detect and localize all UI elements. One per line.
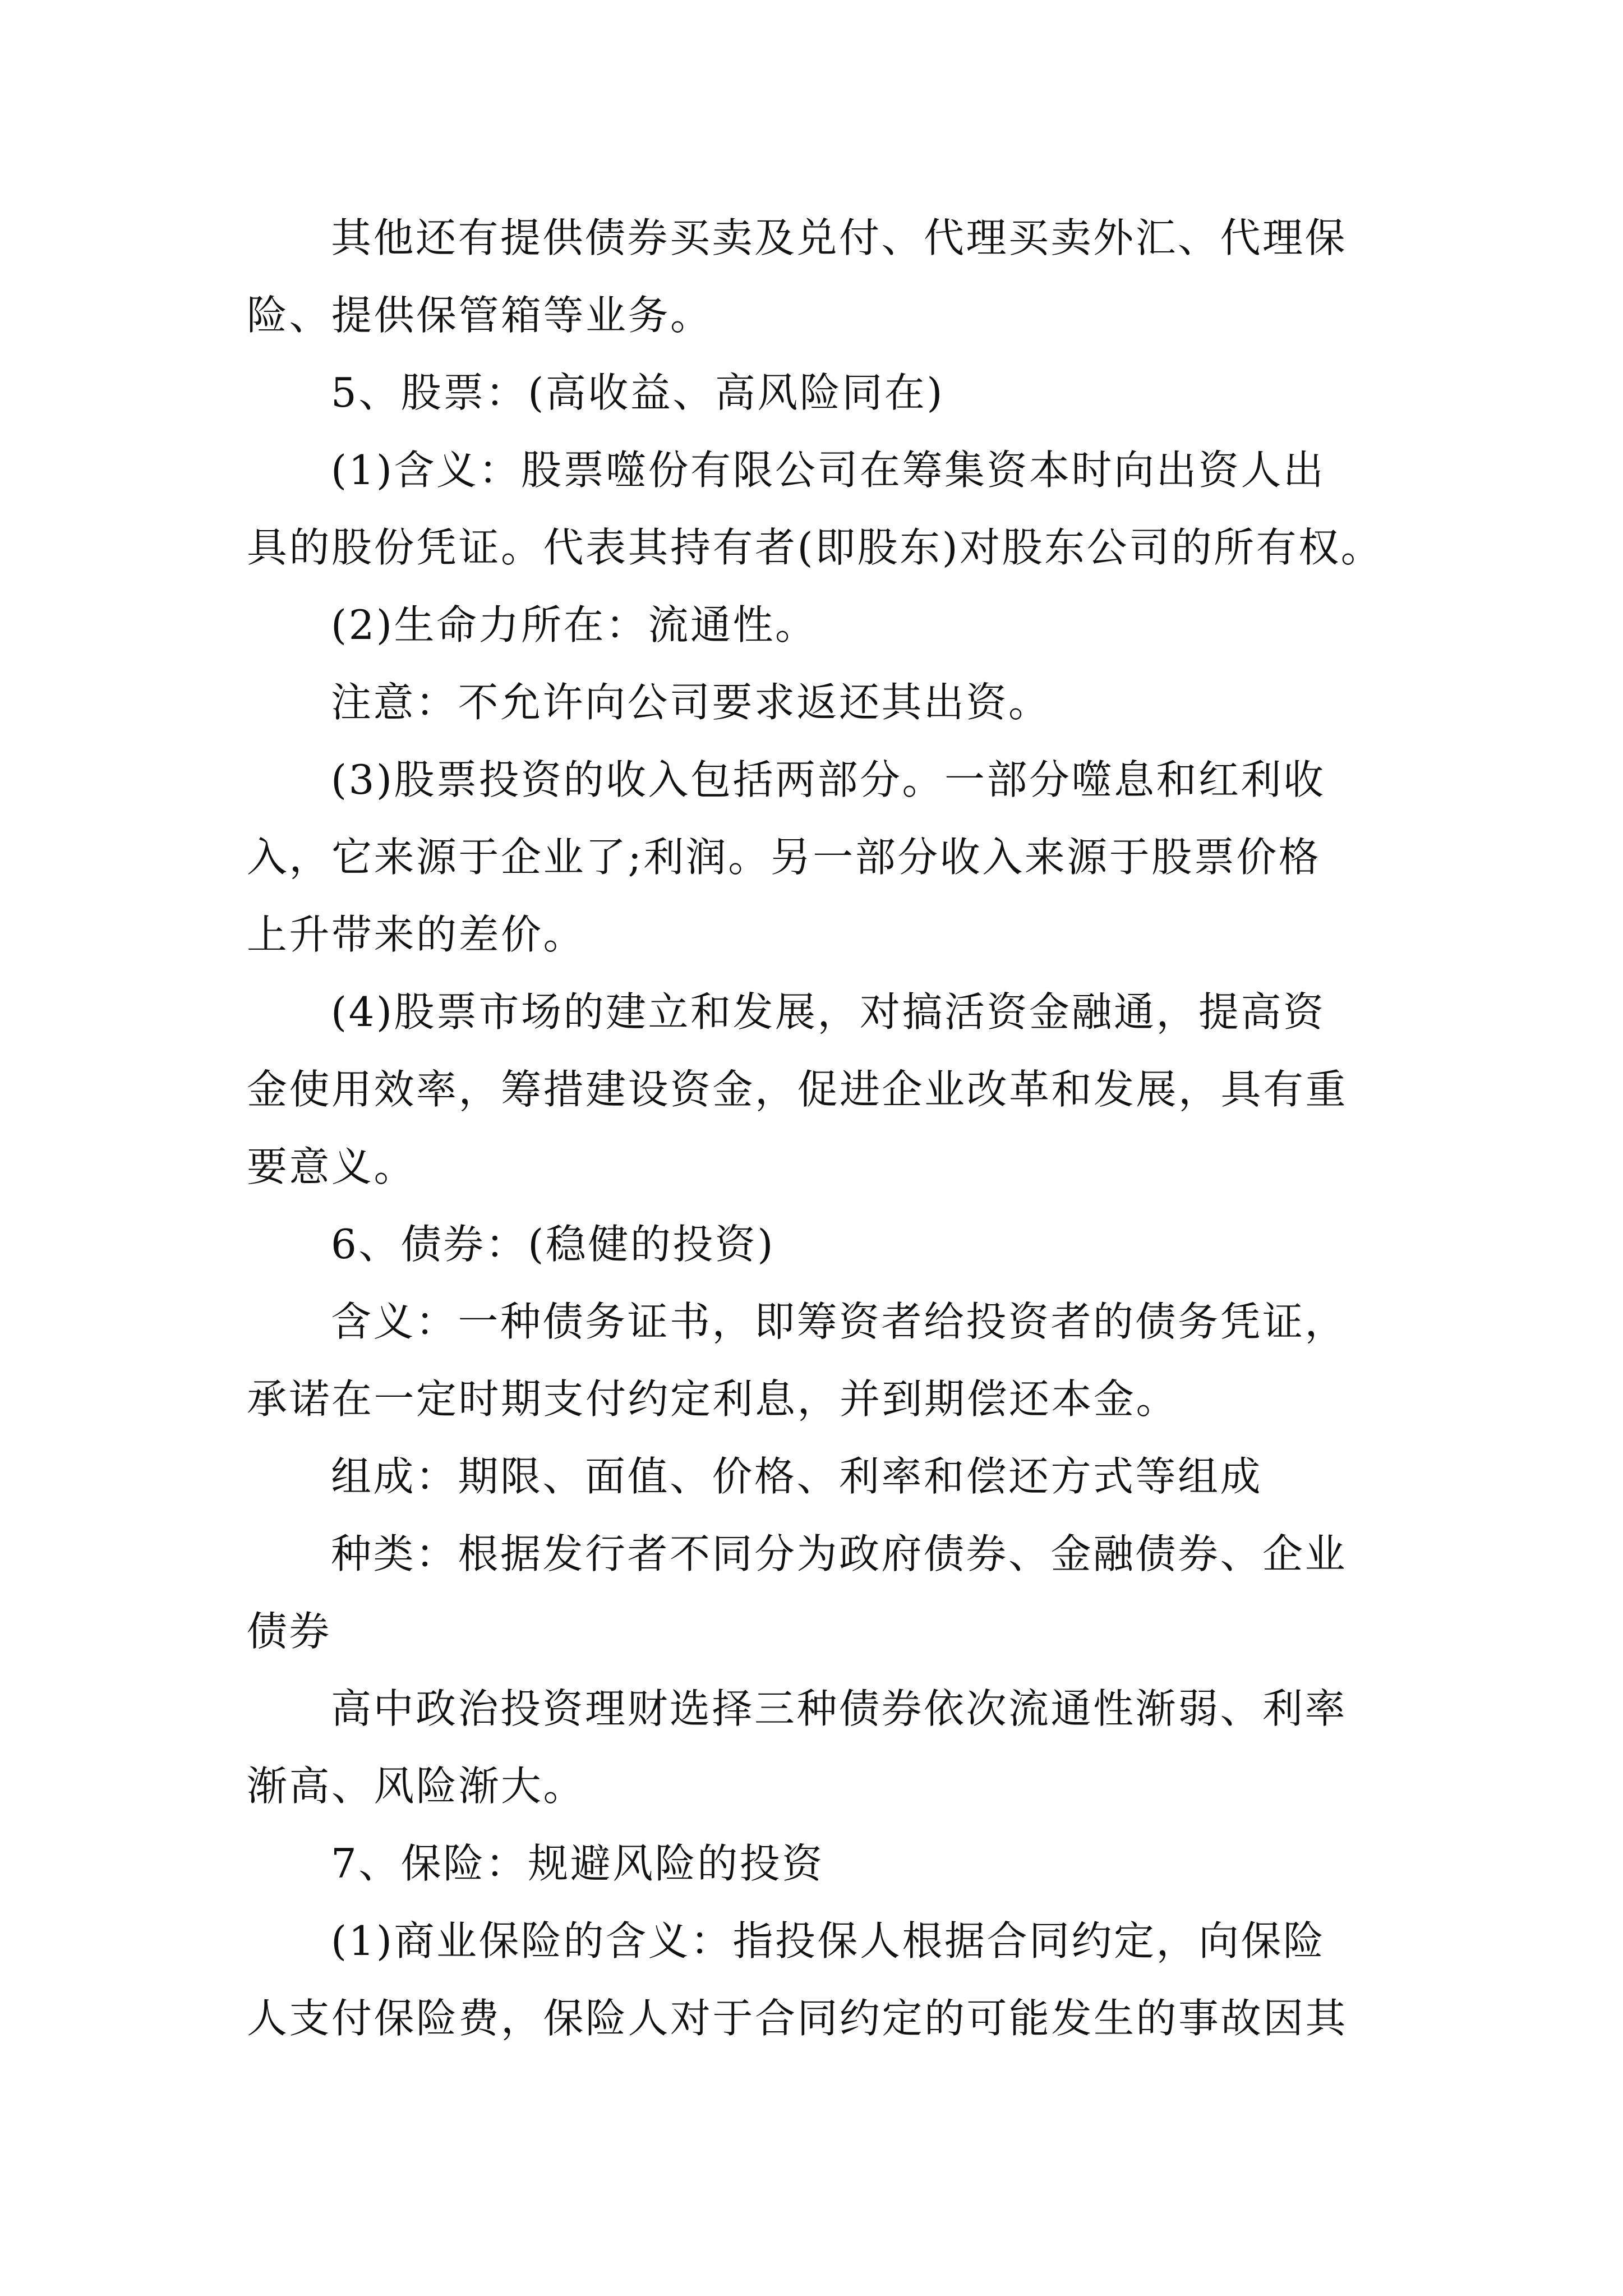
paragraph-line: 高中政治投资理财选择三种债券依次流通性渐弱、利率 [331,1685,1348,1732]
paragraph-line: (4)股票市场的建立和发展，对搞活资金融通，提高资 [331,988,1326,1036]
paragraph-line: (1)商业保险的含义：指投保人根据合同约定，向保险 [331,1917,1326,1964]
paragraph-line: 债券 [247,1608,332,1655]
section-heading: 7、保险：规避风险的投资 [331,1840,824,1887]
paragraph-line: 具的股份凭证。代表其持有者(即股东)对股东公司的所有权。 [247,524,1384,571]
paragraph-line: 险、提供保管箱等业务。 [247,292,713,339]
paragraph-line: 上升带来的差价。 [247,911,586,958]
paragraph-line: 入，它来源于企业了;利润。另一部分收入来源于股票价格 [247,834,1321,881]
paragraph-line: 承诺在一定时期支付约定利息，并到期偿还本金。 [247,1375,1179,1423]
section-heading: 5、股票：(高收益、高风险同在) [331,369,944,416]
paragraph-line: 含义：一种债务证书，即筹资者给投资者的债务凭证， [331,1298,1348,1345]
paragraph-line: (2)生命力所在：流通性。 [331,601,818,648]
paragraph-line: 其他还有提供债券买卖及兑付、代理买卖外汇、代理保 [331,214,1348,261]
paragraph-line: (3)股票投资的收入包括两部分。一部分噬息和红利收 [331,756,1326,803]
document-body [247,199,1385,2057]
paragraph-line: 要意义。 [247,1143,417,1190]
paragraph-line: (1)含义：股票噬份有限公司在筹集资本时向出资人出 [331,447,1326,494]
paragraph-line: 渐高、风险渐大。 [247,1763,586,1810]
paragraph-line: 种类：根据发行者不同分为政府债券、金融债券、企业 [331,1530,1348,1577]
paragraph-line: 人支付保险费，保险人对于合同约定的可能发生的事故因其 [247,1995,1348,2042]
paragraph-line: 金使用效率，筹措建设资金，促进企业改革和发展，具有重 [247,1066,1348,1113]
paragraph-line: 组成：期限、面值、价格、利率和偿还方式等组成 [331,1453,1263,1500]
section-heading: 6、债券：(稳健的投资) [331,1221,775,1268]
paragraph-line: 注意：不允许向公司要求返还其出资。 [331,679,1051,726]
